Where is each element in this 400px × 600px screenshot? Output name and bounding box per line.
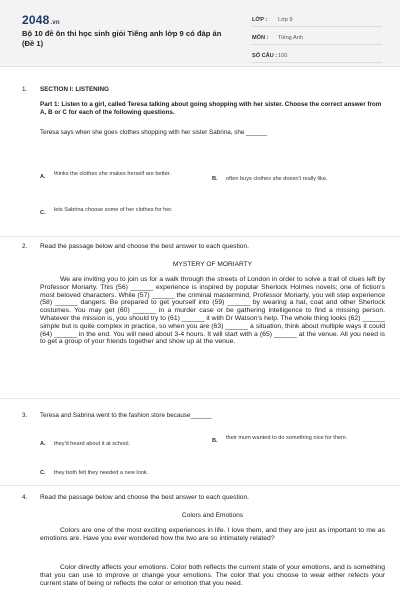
passage-title: MYSTERY OF MORIARTY (172, 261, 253, 268)
question-number: 2. (22, 243, 28, 250)
divider (0, 485, 400, 486)
page-header (0, 0, 400, 67)
option-b[interactable]: B. their mum wanted to do something nice for them. (212, 435, 348, 444)
document-title: Bộ 10 đề ôn thi học sinh giỏi Tiếng anh lớp 9 có đáp án (Đề 1) (22, 29, 222, 48)
meta-row-subject: MÔN : Tiếng Anh (252, 32, 382, 45)
meta-row-class: LỚP : Lớp 9 (252, 14, 382, 27)
divider (0, 236, 400, 237)
divider (0, 398, 400, 399)
passage-text: We are inviting you to join us for a walk through the streets of London in order to solve a trail of clues left by Professor Moriarty. This (56) ______ experience is inspired by popular Sherlock Holmes novels; one of fiction's most beloved characters. While (57) ______ the criminal mastermind, Professor Moriarty, you will step experience (58) ______ dangers. Be prepared to get yourself into (59) ______ by wearing a hat, coat and other Sherlock costumes. You may get (60) ______ in a murder case or be gathering intelligence to find a missing person. Whatever the mission is, you should try to (61) ______ it with Dr Watson's help. The whole thing looks (62) ______ simple but is quite complex in practice, so when you are (63) ______ a situation, think about multiple ways it could (64) ______ in the end. You will need about 3-4 hours. It will start with a (65) ______ at the venue. All you need is to get a group of your friends together and show up at the venue. (40, 276, 385, 346)
document-meta (252, 14, 382, 68)
question-instruction: Read the passage below and choose the best answer to each question. (40, 494, 249, 501)
option-a[interactable]: A. they'd heard about it at school. (40, 441, 131, 447)
question-number: 3. (22, 412, 28, 419)
passage-paragraph: Colors are one of the most exciting experiences in life. I love them, and they are just as important to me as emotions are. Have you ever wondered how the two are so intimately related? (40, 527, 385, 542)
meta-row-count: SỐ CÂU : 100 (252, 50, 382, 63)
option-b[interactable]: B. often buys clothes she doesn't really like. (212, 176, 328, 182)
option-c[interactable]: C. lets Sabrina choose some of her clothes for her. (40, 207, 173, 216)
question-number: 4. (22, 494, 28, 501)
question-number: 1. (22, 86, 28, 93)
section-title: SECTION I: LISTENING (40, 86, 109, 93)
part-instruction: Part 1: Listen to a girl, called Teresa talking about going shopping with her sister. Choose the correct answer from A, B or C for each of the following questions. (40, 101, 382, 116)
passage-paragraph: Color directly affects your emotions. Color both reflects the current state of your emotions, and is something that you can use to improve or change your emotions. The color that you choose to wear either refects your current state of being or reflects the color or emotion that you need. (40, 564, 385, 587)
question-instruction: Read the passage below and choose the best answer to each question. (40, 243, 249, 250)
option-a[interactable]: A. thinks the clothes she makes herself are better. (40, 171, 171, 180)
site-logo[interactable]: 2048.vn (22, 13, 60, 27)
option-c[interactable]: C. they both felt they needed a new look. (40, 470, 149, 476)
passage-title: Colors and Emotions (181, 512, 244, 519)
question-stem: Teresa says when she goes clothes shopping with her sister Sabrina, she ______ (40, 129, 268, 136)
question-stem: Teresa and Sabrina went to the fashion store because______ (40, 412, 212, 419)
